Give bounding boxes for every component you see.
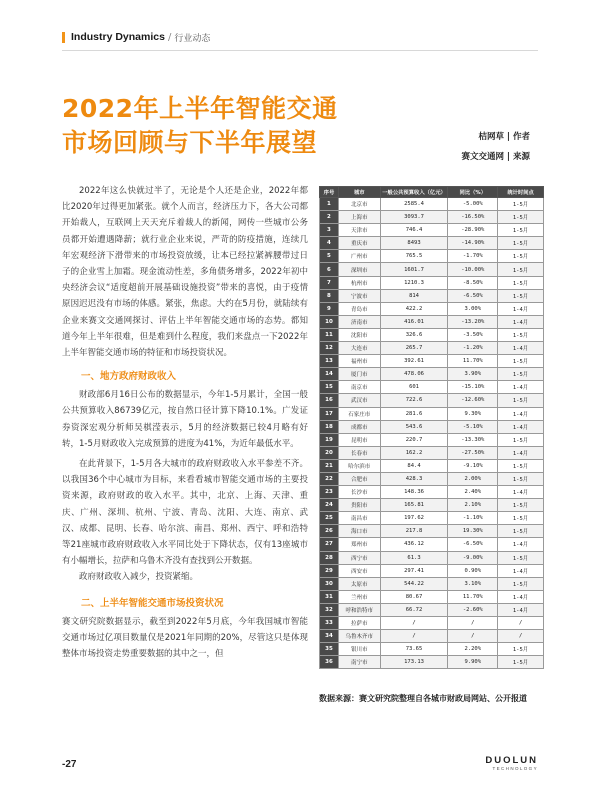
paragraph-cities: 在此背景下，1-5月各大城市的政府财政收入水平参差不齐。以我国36个中心城市为目标，来看看城市智能交通市场的主要投资来源，政府财政的收入水平。其中，北京、上海、天津、重庆、广州、深圳、杭州、宁波、青岛、沈阳、大连、南京、武汉、成都、昆明、长春、哈尔滨、南昌、郑州、西宁、呼和浩特等21座城市政府财政收入水平同比处于下降状态，仅有13座城市有小幅增长，拉萨和乌鲁木齐没有查找到公开数据。 bbox=[62, 459, 308, 567]
table-row bbox=[320, 368, 544, 381]
table-row bbox=[320, 342, 544, 355]
article-source: 赛文交通网 | 来源 bbox=[461, 152, 530, 162]
section-separator: / bbox=[167, 31, 172, 43]
cell-period: 1-5月 bbox=[498, 656, 544, 669]
table-row bbox=[320, 617, 544, 630]
cell-yoy: -2.60% bbox=[448, 603, 498, 616]
cell-period: 1-5月 bbox=[498, 263, 544, 276]
cell-index: 29 bbox=[320, 564, 339, 577]
cell-period: 1-4月 bbox=[498, 315, 544, 328]
cell-revenue: 422.2 bbox=[380, 302, 448, 315]
cell-revenue: 392.61 bbox=[380, 355, 448, 368]
byline bbox=[461, 127, 530, 167]
cell-yoy: 2.00% bbox=[448, 472, 498, 485]
cell-yoy: -12.60% bbox=[448, 394, 498, 407]
cell-city: 北京市 bbox=[338, 198, 380, 211]
cell-revenue: 197.62 bbox=[380, 512, 448, 525]
cell-index: 31 bbox=[320, 590, 339, 603]
cell-city: 深圳市 bbox=[338, 263, 380, 276]
cell-revenue: 162.2 bbox=[380, 446, 448, 459]
cell-period: 1-4月 bbox=[498, 446, 544, 459]
cell-revenue: 61.3 bbox=[380, 551, 448, 564]
cell-index: 2 bbox=[320, 211, 339, 224]
cell-yoy: 19.30% bbox=[448, 525, 498, 538]
cell-revenue: 220.7 bbox=[380, 433, 448, 446]
table-row bbox=[320, 577, 544, 590]
section-heading-2: 二、上半年智能交通市场投资状况 bbox=[81, 597, 224, 609]
cell-yoy: -28.90% bbox=[448, 224, 498, 237]
table-row bbox=[320, 630, 544, 643]
cell-index: 26 bbox=[320, 525, 339, 538]
cell-yoy: -9.00% bbox=[448, 551, 498, 564]
cell-city: 哈尔滨市 bbox=[338, 459, 380, 472]
cell-period: 1-4月 bbox=[498, 342, 544, 355]
cell-index: 19 bbox=[320, 433, 339, 446]
cell-city: 西安市 bbox=[338, 564, 380, 577]
cell-revenue: 217.8 bbox=[380, 525, 448, 538]
cell-city: 太原市 bbox=[338, 577, 380, 590]
cell-revenue: 416.01 bbox=[380, 315, 448, 328]
title-line-2: 市场回顾与下半年展望 bbox=[62, 128, 318, 157]
section-marker bbox=[62, 32, 65, 43]
cell-index: 28 bbox=[320, 551, 339, 564]
cell-index: 23 bbox=[320, 486, 339, 499]
col-header-index: 序号 bbox=[320, 187, 339, 198]
cell-index: 3 bbox=[320, 224, 339, 237]
cell-index: 33 bbox=[320, 617, 339, 630]
table-row bbox=[320, 472, 544, 485]
cell-yoy: -1.10% bbox=[448, 512, 498, 525]
cell-city: 兰州市 bbox=[338, 590, 380, 603]
cell-period: 1-5月 bbox=[498, 577, 544, 590]
cell-yoy: / bbox=[448, 630, 498, 643]
table-row bbox=[320, 603, 544, 616]
cell-city: 广州市 bbox=[338, 250, 380, 263]
title-line-1: 2022年上半年智能交通 bbox=[62, 94, 338, 123]
col-header-city: 城市 bbox=[338, 187, 380, 198]
cell-revenue: 436.12 bbox=[380, 538, 448, 551]
cell-city: 上海市 bbox=[338, 211, 380, 224]
section-header bbox=[62, 30, 210, 44]
table-header-row bbox=[320, 187, 544, 198]
cell-period: 1-5月 bbox=[498, 250, 544, 263]
cell-yoy: -6.50% bbox=[448, 289, 498, 302]
cell-index: 13 bbox=[320, 355, 339, 368]
paragraph-market: 赛文研究院数据显示，截至到2022年5月底，今年我国城市智能交通市场过亿项目数量仅是2021年同期的20%，尽管这只是体现整体市场投资走势重要数据的其中之一，但 bbox=[62, 616, 308, 660]
cell-period: 1-4月 bbox=[498, 603, 544, 616]
cell-period: 1-4月 bbox=[498, 486, 544, 499]
cell-revenue: 478.06 bbox=[380, 368, 448, 381]
cell-index: 7 bbox=[320, 276, 339, 289]
cell-period: 1-5月 bbox=[498, 328, 544, 341]
table-row bbox=[320, 276, 544, 289]
cell-yoy: 2.40% bbox=[448, 486, 498, 499]
cell-period: 1-5月 bbox=[498, 499, 544, 512]
table-row bbox=[320, 381, 544, 394]
cell-period: 1-5月 bbox=[498, 355, 544, 368]
cell-yoy: -13.30% bbox=[448, 433, 498, 446]
cell-city: 济南市 bbox=[338, 315, 380, 328]
cell-period: / bbox=[498, 617, 544, 630]
cell-period: 1-5月 bbox=[498, 276, 544, 289]
cell-city: 昆明市 bbox=[338, 433, 380, 446]
cell-index: 22 bbox=[320, 472, 339, 485]
cell-revenue: 265.7 bbox=[380, 342, 448, 355]
cell-yoy: 0.90% bbox=[448, 564, 498, 577]
cell-city: 厦门市 bbox=[338, 368, 380, 381]
cell-yoy: -5.00% bbox=[448, 198, 498, 211]
cell-period: 1-4月 bbox=[498, 564, 544, 577]
cell-yoy: / bbox=[448, 617, 498, 630]
table-row bbox=[320, 263, 544, 276]
table-row bbox=[320, 525, 544, 538]
cell-period: 1-4月 bbox=[498, 302, 544, 315]
cell-city: 长春市 bbox=[338, 446, 380, 459]
table-row bbox=[320, 486, 544, 499]
cell-index: 4 bbox=[320, 237, 339, 250]
table-row bbox=[320, 394, 544, 407]
table-row bbox=[320, 656, 544, 669]
cell-period: 1-5月 bbox=[498, 551, 544, 564]
table-row bbox=[320, 407, 544, 420]
cell-index: 36 bbox=[320, 656, 339, 669]
cell-period: 1-5月 bbox=[498, 459, 544, 472]
cell-yoy: 11.70% bbox=[448, 590, 498, 603]
cell-city: 银川市 bbox=[338, 643, 380, 656]
cell-revenue: 326.6 bbox=[380, 328, 448, 341]
cell-index: 27 bbox=[320, 538, 339, 551]
fiscal-revenue-table bbox=[319, 186, 544, 671]
cell-city: 南宁市 bbox=[338, 656, 380, 669]
table-row bbox=[320, 198, 544, 211]
table-row bbox=[320, 459, 544, 472]
cell-period: 1-4月 bbox=[498, 420, 544, 433]
table-row bbox=[320, 224, 544, 237]
cell-yoy: 2.20% bbox=[448, 643, 498, 656]
cell-yoy: -9.10% bbox=[448, 459, 498, 472]
cell-index: 16 bbox=[320, 394, 339, 407]
cell-city: 大连市 bbox=[338, 342, 380, 355]
cell-yoy: -13.20% bbox=[448, 315, 498, 328]
table-source-note: 数据来源：赛文研究院整理自各城市财政局网站、公开报道 bbox=[319, 694, 527, 703]
cell-yoy: -27.50% bbox=[448, 446, 498, 459]
cell-revenue: 1601.7 bbox=[380, 263, 448, 276]
cell-yoy: 3.90% bbox=[448, 368, 498, 381]
table-row bbox=[320, 446, 544, 459]
table-row bbox=[320, 590, 544, 603]
cell-revenue: 173.13 bbox=[380, 656, 448, 669]
cell-index: 34 bbox=[320, 630, 339, 643]
cell-period: 1-5月 bbox=[498, 198, 544, 211]
cell-index: 5 bbox=[320, 250, 339, 263]
cell-period: 1-5月 bbox=[498, 433, 544, 446]
table-row bbox=[320, 564, 544, 577]
cell-period: 1-5月 bbox=[498, 224, 544, 237]
cell-yoy: -10.00% bbox=[448, 263, 498, 276]
cell-city: 杭州市 bbox=[338, 276, 380, 289]
cell-period: 1-4月 bbox=[498, 407, 544, 420]
cell-yoy: -5.10% bbox=[448, 420, 498, 433]
paragraph-summary: 政府财政收入减少，投资紧缩。 bbox=[79, 572, 199, 583]
cell-period: 1-5月 bbox=[498, 512, 544, 525]
cell-yoy: -8.50% bbox=[448, 276, 498, 289]
cell-revenue: 814 bbox=[380, 289, 448, 302]
cell-index: 9 bbox=[320, 302, 339, 315]
cell-yoy: 9.90% bbox=[448, 656, 498, 669]
cell-city: 武汉市 bbox=[338, 394, 380, 407]
paragraph-intro: 2022年这么快就过半了，无论是个人还是企业，2022年都比2020年过得更加紧张。就个人而言，经济压力下，各大公司都开始裁人，互联网上天天充斥着裁人的新闻，网传一些城市公务员都开始遭遇降薪；就行业企业来说，严苛的防疫措施，连续几年宏观经济下滑带来的市场投资放缓，让本已经拉紧裤腰带过日子的企业雪上加霜。现金流动性差，多角债务增多，2022年初中央经济会议“适度超前开展基础设施投资”带来的喜悦，由于疫情原因迟迟没有市场的体感。紧张，焦虑。大约在5月份，就陆续有企业来赛文交通网探讨、评估上半年智能交通市场的态势。都知道今年上半年很难，但是难到什么程度，我们来盘点一下2022年上半年智能交通市场的特征和市场投资状况。 bbox=[62, 186, 308, 359]
cell-period: 1-5月 bbox=[498, 643, 544, 656]
cell-city: 合肥市 bbox=[338, 472, 380, 485]
cell-index: 18 bbox=[320, 420, 339, 433]
cell-period: 1-5月 bbox=[498, 211, 544, 224]
cell-city: 福州市 bbox=[338, 355, 380, 368]
cell-city: 呼和浩特市 bbox=[338, 603, 380, 616]
table-row bbox=[320, 551, 544, 564]
table-row bbox=[320, 237, 544, 250]
col-header-revenue: 一般公共预算收入（亿元） bbox=[380, 187, 448, 198]
cell-city: 海口市 bbox=[338, 525, 380, 538]
cell-revenue: 544.22 bbox=[380, 577, 448, 590]
cell-revenue: / bbox=[380, 630, 448, 643]
logo-tagline: TECHNOLOGY bbox=[492, 766, 538, 771]
cell-period: / bbox=[498, 630, 544, 643]
cell-yoy: -6.50% bbox=[448, 538, 498, 551]
cell-revenue: 722.6 bbox=[380, 394, 448, 407]
table-row bbox=[320, 250, 544, 263]
cell-city: 南京市 bbox=[338, 381, 380, 394]
cell-period: 1-5月 bbox=[498, 472, 544, 485]
cell-yoy: 3.00% bbox=[448, 302, 498, 315]
cell-index: 35 bbox=[320, 643, 339, 656]
author-name: 桔网草 | 作者 bbox=[478, 132, 530, 142]
header-divider bbox=[62, 50, 538, 51]
cell-yoy: -3.50% bbox=[448, 328, 498, 341]
cell-city: 沈阳市 bbox=[338, 328, 380, 341]
cell-city: 宁波市 bbox=[338, 289, 380, 302]
cell-revenue: 543.6 bbox=[380, 420, 448, 433]
cell-period: 1-5月 bbox=[498, 394, 544, 407]
article-title bbox=[62, 92, 338, 160]
section-heading-1: 一、地方政府财政收入 bbox=[81, 371, 177, 383]
cell-yoy: 3.10% bbox=[448, 577, 498, 590]
page-number: -27 bbox=[62, 759, 77, 770]
cell-revenue: 601 bbox=[380, 381, 448, 394]
cell-index: 21 bbox=[320, 459, 339, 472]
cell-revenue: 765.5 bbox=[380, 250, 448, 263]
table-row bbox=[320, 538, 544, 551]
cell-city: 西宁市 bbox=[338, 551, 380, 564]
cell-revenue: 3093.7 bbox=[380, 211, 448, 224]
cell-revenue: 1210.3 bbox=[380, 276, 448, 289]
cell-yoy: -16.50% bbox=[448, 211, 498, 224]
table-row bbox=[320, 499, 544, 512]
cell-revenue: 746.4 bbox=[380, 224, 448, 237]
cell-city: 石家庄市 bbox=[338, 407, 380, 420]
cell-city: 南昌市 bbox=[338, 512, 380, 525]
table-row bbox=[320, 211, 544, 224]
table-row bbox=[320, 643, 544, 656]
cell-period: 1-4月 bbox=[498, 590, 544, 603]
table-row bbox=[320, 512, 544, 525]
cell-revenue: 73.65 bbox=[380, 643, 448, 656]
cell-index: 10 bbox=[320, 315, 339, 328]
cell-yoy: 2.10% bbox=[448, 499, 498, 512]
article-body bbox=[62, 183, 308, 662]
cell-index: 30 bbox=[320, 577, 339, 590]
cell-revenue: 80.67 bbox=[380, 590, 448, 603]
cell-index: 6 bbox=[320, 263, 339, 276]
cell-index: 14 bbox=[320, 368, 339, 381]
brand-logo bbox=[485, 755, 538, 771]
cell-period: 1-5月 bbox=[498, 237, 544, 250]
cell-city: 郑州市 bbox=[338, 538, 380, 551]
cell-city: 成都市 bbox=[338, 420, 380, 433]
section-title-cn: 行业动态 bbox=[174, 33, 211, 44]
cell-revenue: / bbox=[380, 617, 448, 630]
table-row bbox=[320, 328, 544, 341]
cell-period: 1-5月 bbox=[498, 289, 544, 302]
table-row bbox=[320, 315, 544, 328]
cell-revenue: 165.81 bbox=[380, 499, 448, 512]
cell-yoy: -1.20% bbox=[448, 342, 498, 355]
cell-revenue: 148.36 bbox=[380, 486, 448, 499]
cell-period: 1-4月 bbox=[498, 381, 544, 394]
cell-index: 32 bbox=[320, 603, 339, 616]
table-row bbox=[320, 355, 544, 368]
cell-period: 1-4月 bbox=[498, 538, 544, 551]
cell-yoy: -15.10% bbox=[448, 381, 498, 394]
table-row bbox=[320, 420, 544, 433]
cell-index: 1 bbox=[320, 198, 339, 211]
cell-revenue: 8493 bbox=[380, 237, 448, 250]
cell-city: 天津市 bbox=[338, 224, 380, 237]
cell-index: 15 bbox=[320, 381, 339, 394]
table-row bbox=[320, 289, 544, 302]
cell-city: 拉萨市 bbox=[338, 617, 380, 630]
col-header-period: 统计时间点 bbox=[498, 187, 544, 198]
logo-wordmark: DUOLUN bbox=[485, 755, 538, 766]
cell-index: 25 bbox=[320, 512, 339, 525]
cell-revenue: 297.41 bbox=[380, 564, 448, 577]
cell-city: 贵阳市 bbox=[338, 499, 380, 512]
col-header-yoy: 同比（%） bbox=[448, 187, 498, 198]
cell-yoy: -1.70% bbox=[448, 250, 498, 263]
cell-revenue: 281.6 bbox=[380, 407, 448, 420]
cell-revenue: 84.4 bbox=[380, 459, 448, 472]
cell-index: 8 bbox=[320, 289, 339, 302]
cell-index: 17 bbox=[320, 407, 339, 420]
cell-city: 长沙市 bbox=[338, 486, 380, 499]
cell-revenue: 428.3 bbox=[380, 472, 448, 485]
cell-yoy: -14.90% bbox=[448, 237, 498, 250]
cell-revenue: 66.72 bbox=[380, 603, 448, 616]
cell-index: 24 bbox=[320, 499, 339, 512]
cell-yoy: 11.70% bbox=[448, 355, 498, 368]
cell-revenue: 2585.4 bbox=[380, 198, 448, 211]
cell-period: 1-5月 bbox=[498, 368, 544, 381]
cell-index: 11 bbox=[320, 328, 339, 341]
cell-city: 重庆市 bbox=[338, 237, 380, 250]
table-row bbox=[320, 433, 544, 446]
cell-period: 1-5月 bbox=[498, 525, 544, 538]
table-row bbox=[320, 302, 544, 315]
cell-city: 青岛市 bbox=[338, 302, 380, 315]
cell-index: 12 bbox=[320, 342, 339, 355]
cell-city: 乌鲁木齐市 bbox=[338, 630, 380, 643]
paragraph-fiscal: 财政部6月16日公布的数据显示，今年1-5月累计，全国一般公共预算收入86739亿元，按自然口径计算下降10.1%。广发证券资深宏观分析师吴棋滢表示，5月的经济数据已较4月略有好转，1-5月财政收入完成预算的进度为41%，为近年最低水平。 bbox=[62, 390, 308, 449]
cell-index: 20 bbox=[320, 446, 339, 459]
section-title-en: Industry Dynamics bbox=[71, 31, 165, 43]
cell-yoy: 9.30% bbox=[448, 407, 498, 420]
